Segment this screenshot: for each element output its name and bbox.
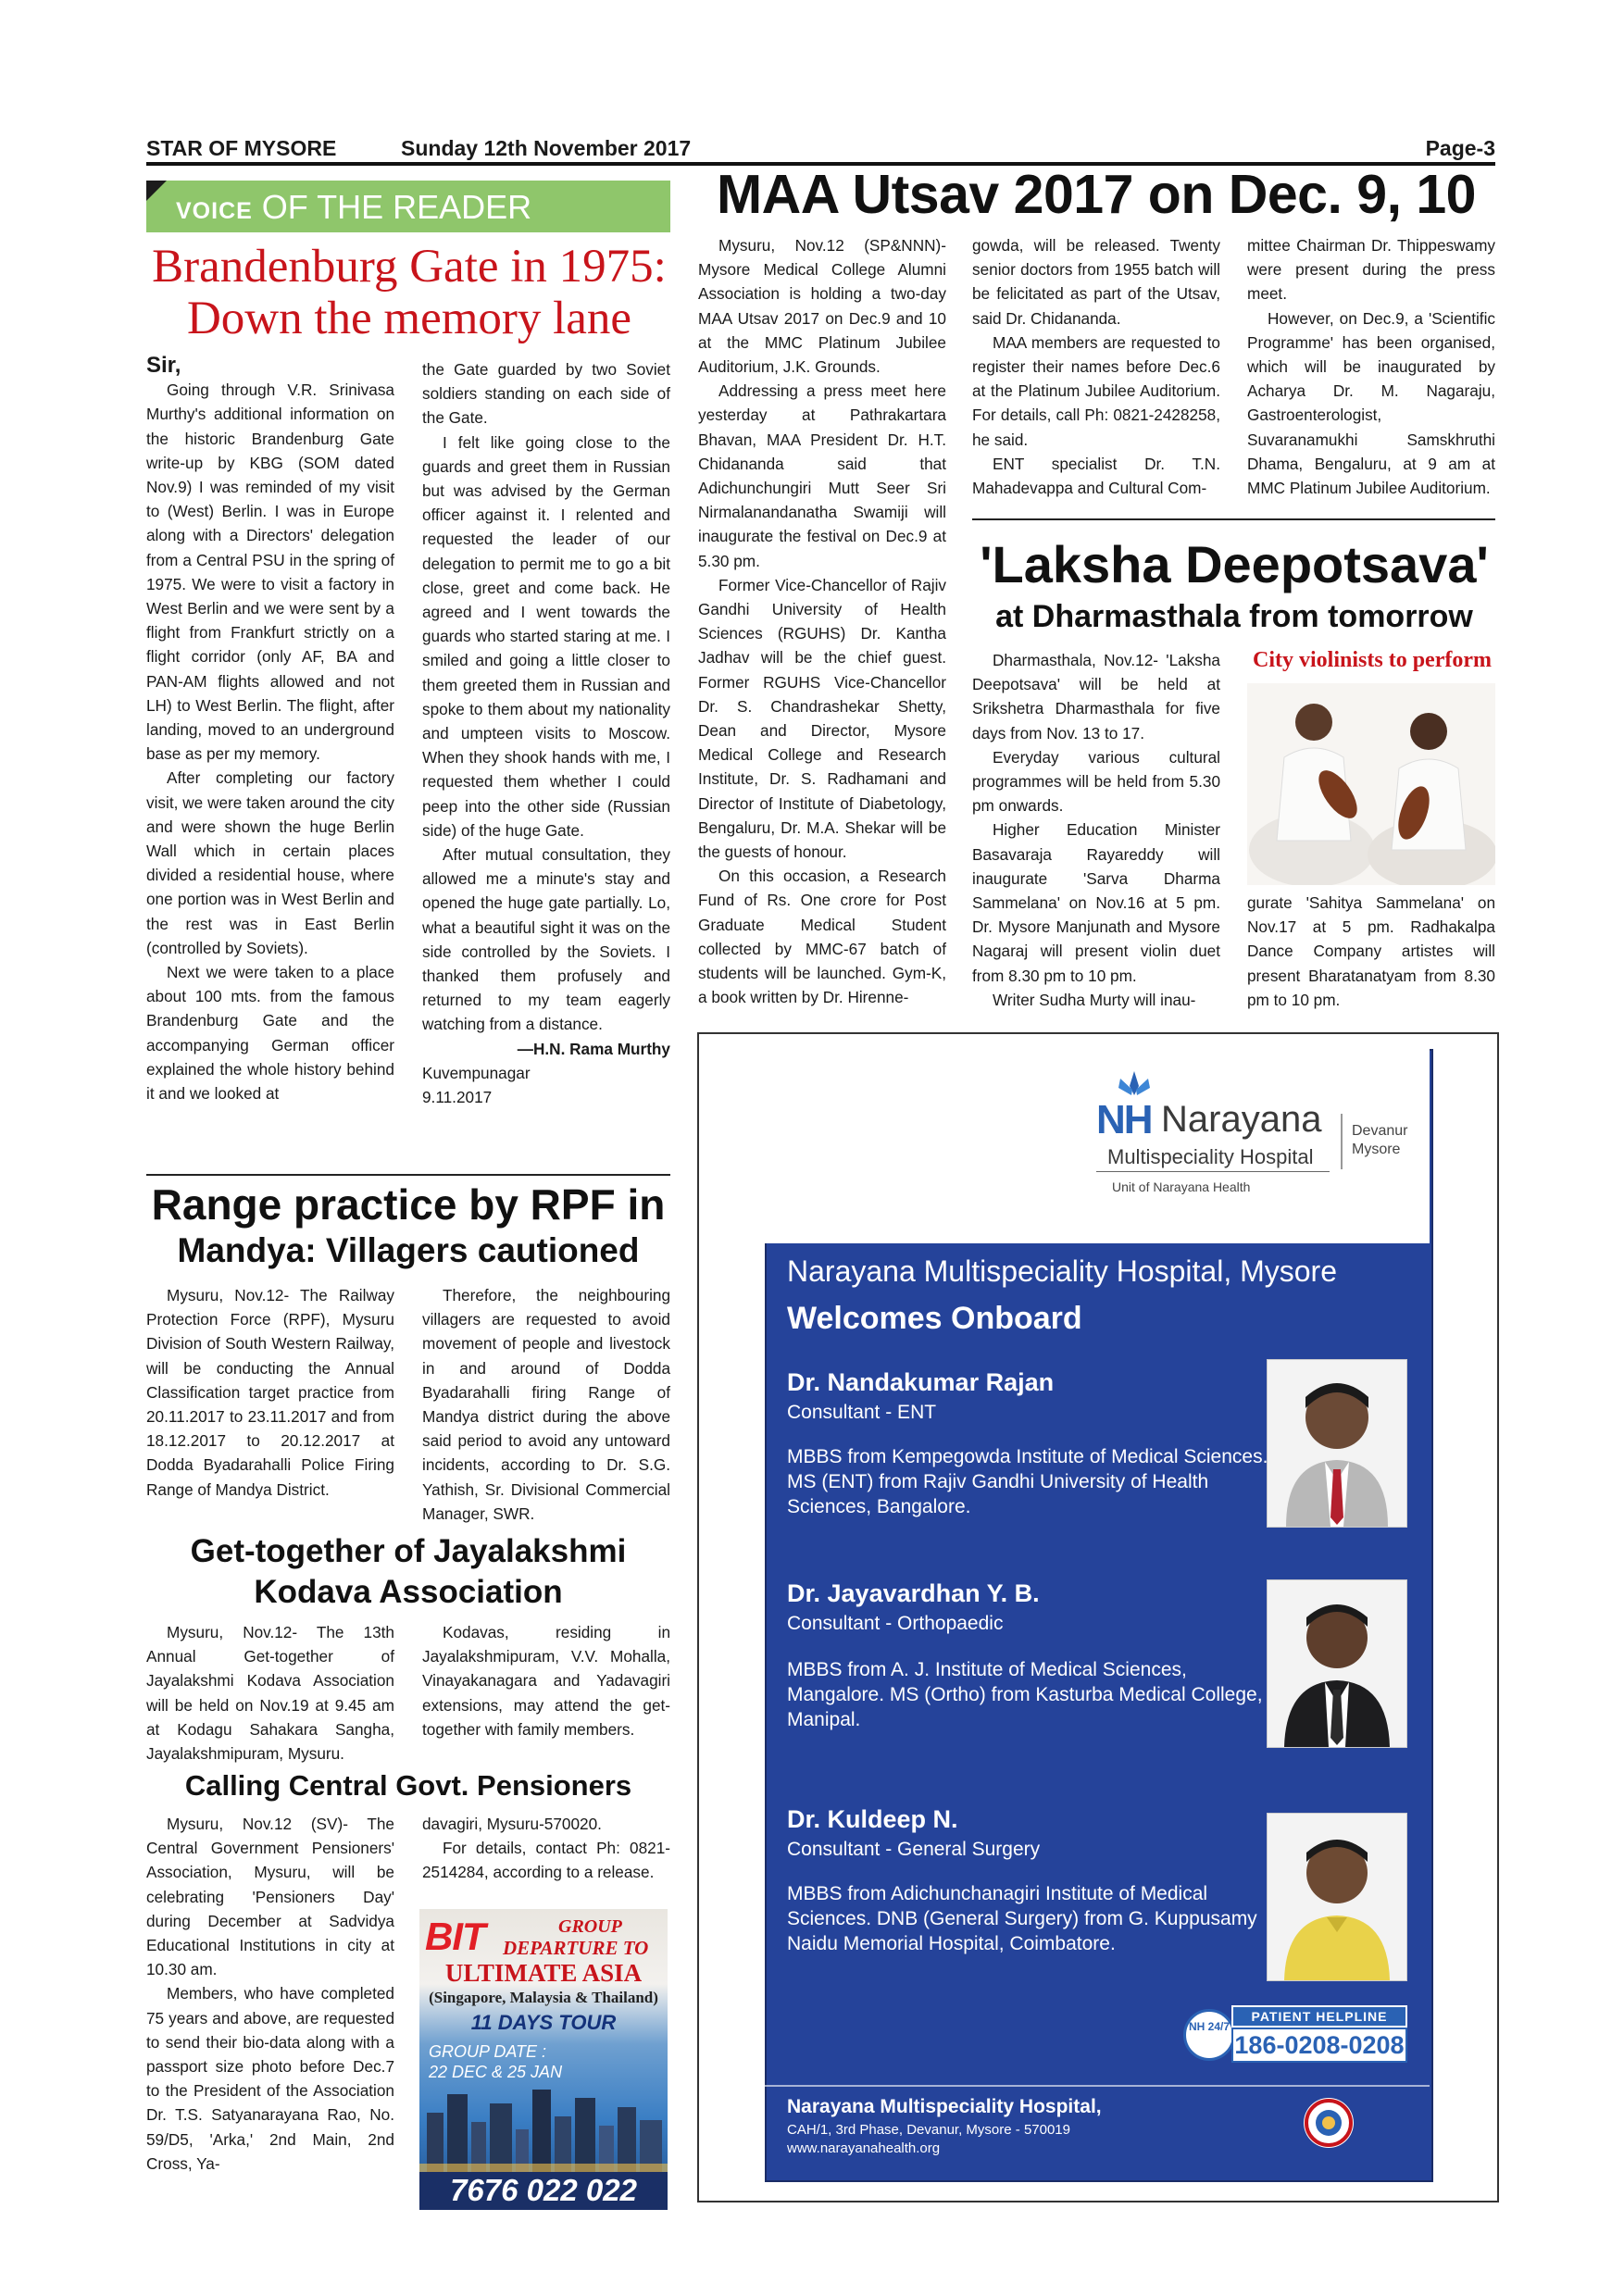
hospital-location: Devanur (1352, 1123, 1408, 1139)
pensioners-para: For details, contact Ph: 0821-2514284, according to a release. (422, 1839, 670, 1882)
helpline-number: 186-0208-0208 (1231, 2028, 1407, 2063)
voice-column-1 (146, 354, 394, 1105)
rpf-headline-1: Range practice by RPF in (151, 1180, 666, 1229)
laksha-column-2 (1247, 891, 1495, 1012)
kodava-para: Mysuru, Nov.12- The 13th Annual Get-together of Jayalakshmi Kodava Association will be held on Nov.19 at 9.45 am at Kodagu Sahakara Sangha, Jayalakshmipuram, Mysuru. (146, 1623, 394, 1764)
letter-signature: —H.N. Rama Murthy (517, 1039, 670, 1058)
maa-column-3 (1247, 233, 1495, 500)
bit-line: ULTIMATE ASIA (444, 1959, 643, 1987)
hospital-footer-web: www.narayanahealth.org (787, 2140, 941, 2156)
maa-column-1 (698, 233, 946, 1010)
rpf-headline-2: Mandya: Villagers cautioned (177, 1231, 640, 1269)
lotus-icon (1113, 1069, 1156, 1097)
hospital-location: Mysore (1352, 1142, 1401, 1157)
rpf-para: Therefore, the neighbouring villagers are requested to avoid movement of people and livestock in and around of Dodda Byadarahalli firing Range of Mandya district during the above said period to avoid any untoward incidents, according to Dr. S.G. Yathish, Sr. Divisional Commercial Manager, SWR. (422, 1286, 670, 1523)
helpline-label: PATIENT HELPLINE (1231, 2005, 1407, 2028)
maa-para: Mysuru, Nov.12 (SP&NNN)- Mysore Medical College Alumni Association is holding a two-day MAA Utsav 2017 on Dec.9 and 10 at the MMC Platinum Jubilee Auditorium, J.K. Grounds. (698, 236, 946, 377)
laksha-headline-2: at Dharmasthala from tomorrow (995, 599, 1473, 634)
skyline-image (419, 2085, 668, 2173)
voice-column-2 (422, 357, 670, 1109)
pensioners-column-1 (146, 1812, 394, 2176)
pensioners-para: davagiri, Mysuru-570020. (422, 1815, 602, 1833)
doctor-role: Consultant - Orthopaedic (787, 1613, 1004, 1634)
laksha-para: Dharmasthala, Nov.12- 'Laksha Deepotsava' will be held at Srikshetra Dharmasthala for five days from Nov. 13 to 17. (972, 651, 1220, 742)
hospital-unit: Unit of Narayana Health (1112, 1179, 1251, 1194)
divider (146, 1174, 670, 1176)
maa-para: Former Vice-Chancellor of Rajiv Gandhi University of Health Sciences (RGUHS) Dr. Kantha Jadhav will be the chief guest. Former RGUHS Vice-Chancellor Dr. S. Chandrashekar Shetty, Dean and Director, Mysore Medical College and Research Institute, Dr. S. Radhamani and Director of Institute of Diabetology, Bengaluru, Dr. M.A. Shekar will be the guests of honour. (698, 575, 946, 862)
accreditation-seal-icon (1302, 2096, 1355, 2150)
maa-para: mittee Chairman Dr. Thippeswamy were present during the press meet. (1247, 236, 1495, 304)
kodava-column-1 (146, 1620, 394, 1766)
bit-dates: 22 DEC & 25 JAN (429, 2063, 563, 2081)
laksha-para: Everyday various cultural programmes will be held from 5.30 pm onwards. (972, 747, 1220, 816)
bit-line: GROUP (558, 1916, 622, 1937)
doctor-photo (1267, 1359, 1407, 1528)
doctor-name: Dr. Nandakumar Rajan (787, 1368, 1055, 1396)
violinists-photo (1247, 683, 1495, 885)
hospital-logo-name: Narayana (1161, 1099, 1322, 1140)
nh-24-7-badge: NH 24/7 (1183, 2009, 1235, 2061)
divider (972, 518, 1495, 520)
voice-para: After completing our factory visit, we were taken around the city and were shown the huge Berlin Wall which in certain places divided a residential house, where one portion was in West Berlin and the rest was in East Berlin (controlled by Soviets). (146, 768, 394, 957)
bit-travel-ad (419, 1909, 668, 2210)
paper-name: STAR OF MYSORE (146, 136, 337, 160)
salutation: Sir, (146, 353, 181, 378)
nh-logo-mark: NH (1096, 1097, 1152, 1142)
hospital-ad-title: Narayana Multispeciality Hospital, Mysore (787, 1254, 1337, 1288)
laksha-para: Writer Sudha Murty will inau- (993, 990, 1196, 1009)
bit-date-label: GROUP DATE : (429, 2042, 547, 2061)
masthead (146, 134, 1495, 166)
voice-headline-1: Brandenburg Gate in 1975: (152, 241, 667, 293)
maa-headline: MAA Utsav 2017 on Dec. 9, 10 (716, 164, 1476, 225)
letter-place: Kuvempunagar (422, 1063, 531, 1082)
kodava-para: Kodavas, residing in Jayalakshmipuram, V.V. Mohalla, Vinayakanagara and Yadavagiri extensions, may attend the get-together with family members. (422, 1623, 670, 1739)
doctor-name: Dr. Jayavardhan Y. B. (787, 1579, 1040, 1607)
voice-para: Next we were taken to a place about 100 mts. from the famous Brandenburg Gate and the accompanying German officer explained the whole history behind it and we looked at (146, 963, 394, 1104)
kodava-column-2 (422, 1620, 670, 1741)
maa-para: gowda, will be released. Twenty senior doctors from 1955 batch will be felicitated as part of the Utsav, said Dr. Chidananda. (972, 236, 1220, 328)
voice-para: I felt like going close to the guards and greet them in Russian but was advised by the German officer against it. I relented and requested the leader of our delegation to permit me to go a bit close, greet and come back. He agreed and I went towards the guards who started staring at me. I smiled and going a little closer to them greeted them in Russian and spoke to them about my nationality and umpteen visits to Moscow. When they shook hands with me, I requested them whether I could peep into the other side (Russian side) of the huge Gate. (422, 432, 670, 840)
maa-para: ENT specialist Dr. T.N. Mahadevappa and Cultural Com- (972, 454, 1220, 498)
kodava-headline-1: Get-together of Jayalakshmi (190, 1533, 627, 1569)
voice-para: the Gate guarded by two Soviet soldiers standing on each side of the Gate. (422, 360, 670, 428)
doctor-role: Consultant - General Surgery (787, 1839, 1041, 1860)
doctor-photo (1267, 1579, 1407, 1748)
letter-date: 9.11.2017 (422, 1088, 493, 1107)
voice-headline-2: Down the memory lane (186, 293, 632, 344)
laksha-para: gurate 'Sahitya Sammelana' on Nov.17 at 5 pm. Radhakalpa Dance Company artistes will present Bharatanatyam from 8.30 pm to 10 pm. (1247, 893, 1495, 1009)
hospital-ad-subtitle: Welcomes Onboard (787, 1301, 1082, 1336)
hospital-footer-name: Narayana Multispeciality Hospital, (787, 2096, 1102, 2117)
doctor-qualifications: MBBS from Kempegowda Institute of Medical Sciences. MS (ENT) from Rajiv Gandhi University of Health Sciences, Bangalore. (787, 1446, 1268, 1517)
pensioners-para: Mysuru, Nov.12 (SV)- The Central Government Pensioners' Association, Mysuru, will be celebrating 'Pensioners Day' during December at Sadvidya Educational Institutions in city at 10.30 am. (146, 1815, 394, 1979)
bit-logo: BIT (425, 1915, 485, 1958)
maa-para: Addressing a press meet here yesterday at Pathrakartara Bhavan, MAA President Dr. H.T. Chidananda said that Adichunchungiri Mutt Seer Sri Nirmalanandanatha Swamiji will inaugurate the festival on Dec.9 at 5.30 pm. (698, 381, 946, 570)
hospital-logo-sub: Multispeciality Hospital (1107, 1145, 1314, 1168)
laksha-headline-1: 'Laksha Deepotsava' (980, 535, 1489, 593)
rpf-column-2 (422, 1283, 670, 1526)
pensioners-para: Members, who have completed 75 years and above, are requested to send their bio-data along with a passport size photo before Dec.7 to the President of the Association Dr. T.S. Satyanarayana Rao, No. 59/D5, 'Arka,' 2nd Main, 2nd Cross, Ya- (146, 1984, 394, 2173)
doctor-qualifications: MBBS from A. J. Institute of Medical Sciences, Mangalore. MS (Ortho) from Kasturba Medical College, Manipal. (787, 1659, 1263, 1730)
bit-line: 11 DAYS TOUR (470, 2011, 617, 2034)
hospital-footer-address: CAH/1, 3rd Phase, Devanur, Mysore - 570019 (787, 2122, 1070, 2138)
doctor-photo (1267, 1813, 1407, 1981)
laksha-para: Higher Education Minister Basavaraja Rayareddy will inaugurate 'Sarva Dharma Sammelana' on Nov.16 at 5 pm. Dr. Mysore Manjunath and Mysore Nagaraj will present violin duet from 8.30 pm to 10 pm. (972, 820, 1220, 985)
doctor-qualifications: MBBS from Adichunchanagiri Institute of Medical Sciences. DNB (General Surgery) from G. Kuppusamy Naidu Memorial Hospital, Coimbatore. (787, 1883, 1257, 1954)
voice-para: Going through V.R. Srinivasa Murthy's additional information on the historic Brandenburg Gate write-up by KBG (SOM dated Nov.9) I was reminded of my visit to (West) Berlin. I was in Europe along with a Directors' delegation from a Central PSU in the spring of 1975. We were to visit a factory in West Berlin and we were sent by a flight from Frankfurt strictly on a flight corridor (only AF, BA and PAN-AM flights allowed and not LH) to West Berlin. The flight, after landing, moved to an underground base as per my memory. (146, 381, 394, 764)
voice-banner-corner (146, 181, 167, 201)
pensioners-column-2 (422, 1812, 670, 1885)
rpf-column-1 (146, 1283, 394, 1502)
photo-caption: City violinists to perform (1253, 648, 1492, 672)
maa-para: However, on Dec.9, a 'Scientific Programme' has been organised, which will be inaugurated by Acharya Dr. M. Nagaraju, Gastroenterologist, Suvaranamukhi Samskhruthi Dhama, Bengaluru, at 9 am at MMC Platinum Jubilee Auditorium. (1247, 308, 1495, 498)
voice-para: After mutual consultation, they allowed me a minute's stay and opened the huge gate partially. Lo, what a beautiful sight it was on the side controlled by the Soviets. I thanked them profusely and returned to my team eagerly watching from a distance. (422, 845, 670, 1034)
doctor-name: Dr. Kuldeep N. (787, 1805, 958, 1833)
maa-column-2 (972, 233, 1220, 500)
laksha-column-1 (972, 648, 1220, 1012)
voice-banner-text: VOICE OF THE READER (176, 188, 532, 226)
pensioners-headline: Calling Central Govt. Pensioners (184, 1769, 632, 1802)
bit-line: (Singapore, Malaysia & Thailand) (429, 1989, 658, 2006)
maa-para: On this occasion, a Research Fund of Rs. One crore for Post Graduate Medical Student collected by MMC-67 batch of students will be launched. Gym-K, a book written by Dr. Hirenne- (698, 867, 946, 1007)
kodava-headline-2: Kodava Association (254, 1574, 563, 1610)
bit-phone: 7676 022 022 (450, 2173, 637, 2207)
page-number: Page-3 (1425, 136, 1495, 160)
doctor-role: Consultant - ENT (787, 1402, 937, 1423)
issue-date: Sunday 12th November 2017 (401, 136, 692, 160)
hospital-ad-header (765, 1049, 1430, 1243)
maa-para: MAA members are requested to register their names before Dec.6 at the Platinum Jubilee Auditorium. For details, call Ph: 0821-2428258, he said. (972, 332, 1220, 449)
bit-line: DEPARTURE TO (503, 1937, 649, 1959)
rpf-para: Mysuru, Nov.12- The Railway Protection Force (RPF), Mysuru Division of South Western Railway, will be conducting the Annual Classification target practice from 20.11.2017 to 23.11.2017 and from 18.12.2017 to 20.12.2017 at Dodda Byadarahalli Police Firing Range of Mandya District. (146, 1286, 394, 1499)
